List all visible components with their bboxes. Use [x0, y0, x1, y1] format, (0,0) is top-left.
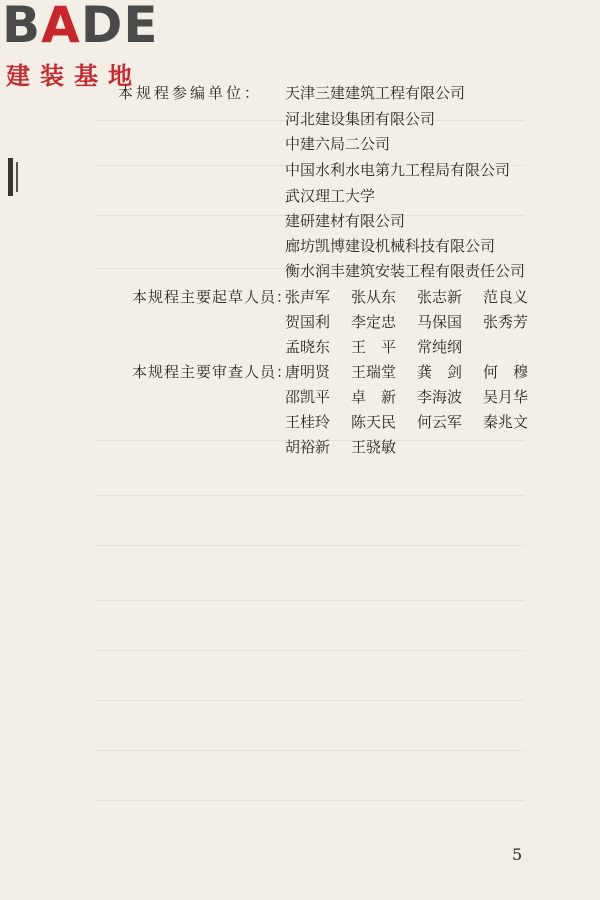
reviewers-row [285, 386, 528, 407]
page-number: 5 [512, 845, 523, 864]
person-name: 张志新 [417, 288, 463, 306]
reviewers-row [285, 361, 528, 382]
person-name: 卓 新 [351, 388, 397, 406]
person-name: 何云军 [417, 413, 463, 431]
units-label: 本规程参编单位： [118, 84, 263, 102]
drafters-row [285, 286, 528, 307]
watermark-logo [2, 0, 180, 91]
unit-item: 中国水利水电第九工程局有限公司 [285, 161, 511, 179]
person-name: 孟晓东 [285, 338, 331, 356]
bleed-through-line [95, 750, 525, 751]
person-name: 王骁敏 [351, 438, 397, 456]
drafters-label: 本规程主要起草人员： [132, 288, 293, 306]
drafters-row [285, 336, 462, 357]
person-name: 李海波 [417, 388, 463, 406]
logo-wordmark: BADE [2, 0, 159, 54]
person-name: 胡裕新 [285, 438, 331, 456]
person-name: 张声军 [285, 288, 331, 306]
reviewers-row [285, 411, 528, 432]
person-name: 范良义 [483, 288, 529, 306]
bleed-through-line [95, 545, 525, 546]
person-name: 邵凯平 [285, 388, 331, 406]
unit-item: 中建六局二公司 [285, 135, 391, 153]
person-name: 龚 剑 [417, 363, 463, 381]
person-name: 李定忠 [351, 313, 397, 331]
bleed-through-line [95, 600, 525, 601]
person-name: 吴月华 [483, 388, 529, 406]
person-name: 陈天民 [351, 413, 397, 431]
person-name: 唐明贤 [285, 363, 331, 381]
bleed-through-line [95, 800, 525, 801]
unit-item: 天津三建建筑工程有限公司 [285, 84, 466, 102]
person-name: 常纯纲 [417, 338, 463, 356]
person-name: 王瑞堂 [351, 363, 397, 381]
person-name: 何 穆 [483, 363, 529, 381]
person-name: 张秀芳 [483, 313, 529, 331]
drafters-row [285, 311, 528, 332]
bleed-through-line [95, 650, 525, 651]
person-name: 马保国 [417, 313, 463, 331]
bleed-through-line [95, 700, 525, 701]
unit-item: 河北建设集团有限公司 [285, 110, 436, 128]
unit-item: 武汉理工大学 [285, 187, 376, 205]
reviewers-label: 本规程主要审查人员： [132, 363, 293, 381]
person-name: 张从东 [351, 288, 397, 306]
reviewers-row [285, 436, 396, 457]
unit-item: 廊坊凯博建设机械科技有限公司 [285, 237, 496, 255]
person-name: 秦兆文 [483, 413, 529, 431]
margin-mark [8, 158, 13, 196]
margin-mark [16, 162, 18, 192]
person-name: 王桂玲 [285, 413, 331, 431]
unit-item: 衡水润丰建筑安装工程有限责任公司 [285, 262, 526, 280]
person-name: 贺国利 [285, 313, 331, 331]
bleed-through-line [95, 495, 525, 496]
person-name: 王 平 [351, 338, 397, 356]
unit-item: 建研建材有限公司 [285, 212, 406, 230]
logo-subtitle: 建装基地 [6, 62, 142, 90]
